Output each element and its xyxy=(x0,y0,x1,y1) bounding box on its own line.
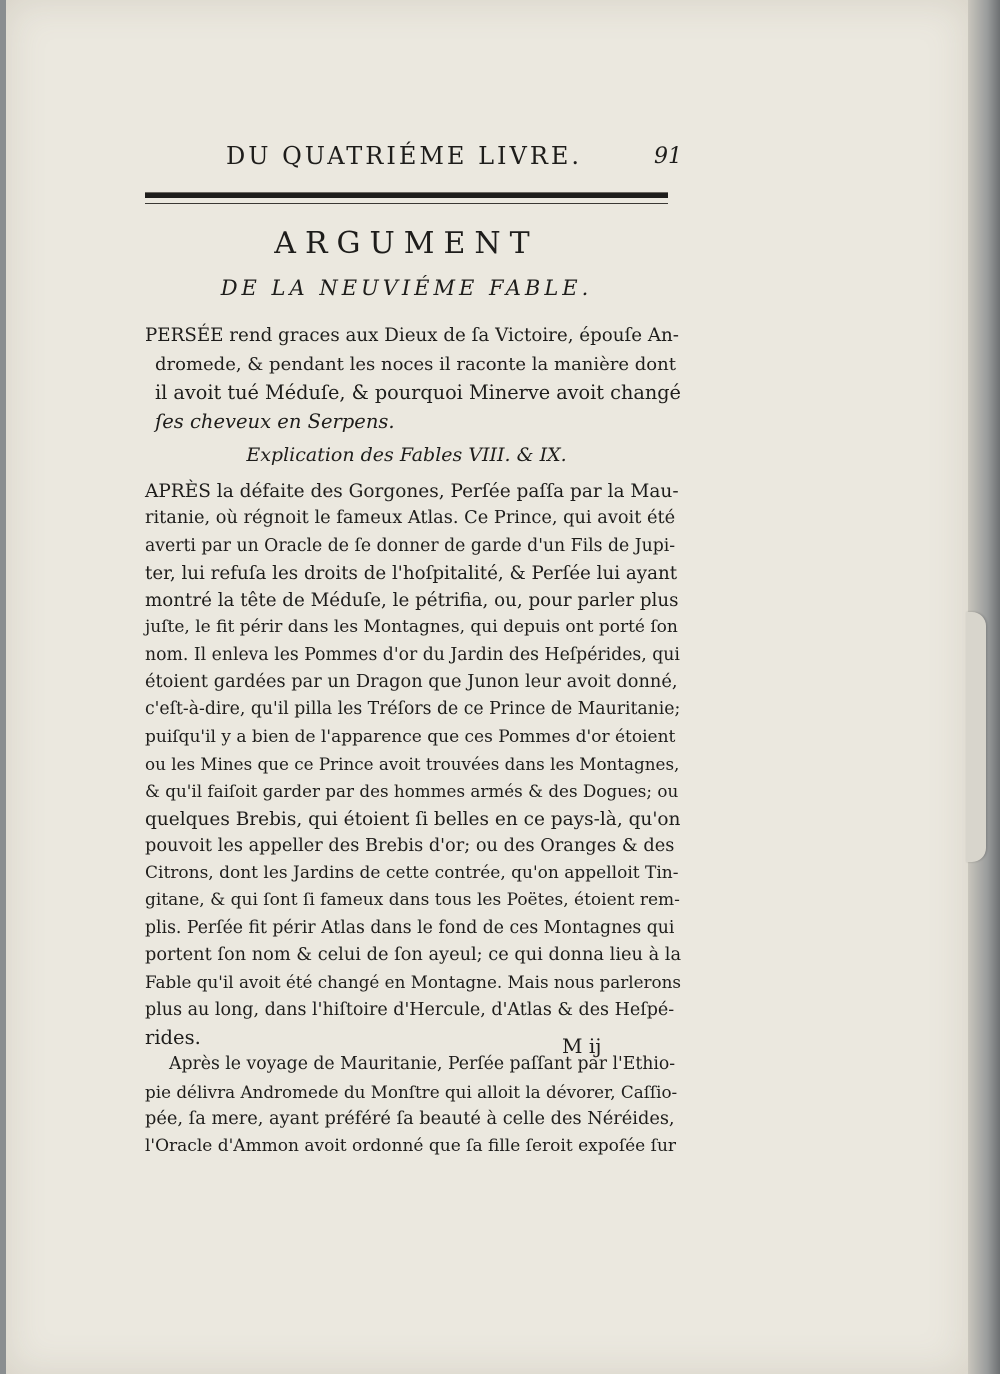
body-line: ritanie, où régnoit le fameux Atlas. Ce Prince, qui avoit été xyxy=(145,508,676,529)
summary-line: il avoit tué Méduſe, & pourquoi Minerve avoit changé xyxy=(155,381,681,404)
running-title: DU QUATRIÉME LIVRE. xyxy=(226,142,583,170)
header-rule xyxy=(145,192,668,198)
body-line: plus au long, dans l'hiſtoire d'Hercule, d'Atlas & des Heſpé- xyxy=(145,999,675,1020)
body-line: Citrons, dont les Jardins de cette contrée, qu'on appelloit Tin- xyxy=(145,863,679,884)
body-line: averti par un Oracle de ſe donner de garde d'un Fils de Jupi- xyxy=(145,535,676,556)
body-line: ou les Mines que ce Prince avoit trouvées dans les Montagnes, xyxy=(145,753,680,774)
body-line: portent ſon nom & celui de ſon ayeul; ce qui donna lieu à la xyxy=(145,945,682,966)
summary-line: PERSÉE rend graces aux Dieux de ſa Victoire, épouſe An- xyxy=(145,325,679,346)
body-line: pouvoit les appeller des Brebis d'or; ou des Oranges & des xyxy=(145,835,675,856)
body-text xyxy=(145,478,681,1160)
summary-line: ſes cheveux en Serpens. xyxy=(155,409,395,433)
body-line: nom. Il enleva les Pommes d'or du Jardin des Heſpérides, qui xyxy=(145,644,680,665)
body-line: étoient gardées par un Dragon que Junon leur avoit donné, xyxy=(145,672,678,693)
body-line: quelques Brebis, qui étoient ſi belles en ce pays-là, qu'on xyxy=(145,808,681,830)
explication-heading: Explication des Fables VIII. & IX. xyxy=(246,444,567,466)
body-line: gitane, & qui ſont ſi fameux dans tous les Poëtes, étoient rem- xyxy=(145,890,680,911)
body-line: APRÈS la défaite des Gorgones, Perſée paſſa par la Mau- xyxy=(145,481,679,502)
argument-subtitle: DE LA NEUVIÉME FABLE. xyxy=(220,276,593,300)
body-line: puiſqu'il y a bien de l'apparence que ces Pommes d'or étoient xyxy=(145,726,676,747)
body-line: montré la tête de Méduſe, le pétrifia, ou, pour parler plus xyxy=(145,590,679,612)
argument-summary xyxy=(145,322,681,436)
body-line: rides. xyxy=(145,1025,201,1049)
body-line: pée, ſa mere, ayant préféré ſa beauté à celle des Néréides, xyxy=(145,1108,675,1129)
body-line: plis. Perſée fit périr Atlas dans le fond de ces Montagnes qui xyxy=(145,917,675,938)
body-line: ter, lui refuſa les droits de l'hoſpitalité, & Perſée lui ayant xyxy=(145,562,678,584)
body-line: pie délivra Andromede du Monſtre qui alloit la dévorer, Caſſio- xyxy=(145,1081,678,1102)
body-line: c'eſt-à-dire, qu'il pilla les Tréſors de ce Prince de Mauritanie; xyxy=(145,699,681,720)
page-number: 91 xyxy=(654,144,682,169)
body-line: & qu'il faiſoit garder par des hommes armés & des Dogues; ou xyxy=(145,781,679,802)
body-line: juſte, le fit périr dans les Montagnes, qui depuis ont porté ſon xyxy=(145,617,678,638)
catchword: M ij xyxy=(562,1034,602,1058)
page-tab xyxy=(966,612,986,862)
body-line: l'Oracle d'Ammon avoit ordonné que ſa fille ſeroit expoſée ſur xyxy=(145,1136,677,1157)
argument-title: ARGUMENT xyxy=(274,226,539,261)
running-header xyxy=(226,140,682,180)
body-line: Fable qu'il avoit été changé en Montagne. Mais nous parlerons xyxy=(145,972,681,993)
body-line: Après le voyage de Mauritanie, Perſée paſſant par l'Ethio- xyxy=(169,1054,676,1075)
summary-line: dromede, & pendant les noces il raconte la manière dont xyxy=(155,353,676,375)
header-rule-thin xyxy=(145,203,668,204)
